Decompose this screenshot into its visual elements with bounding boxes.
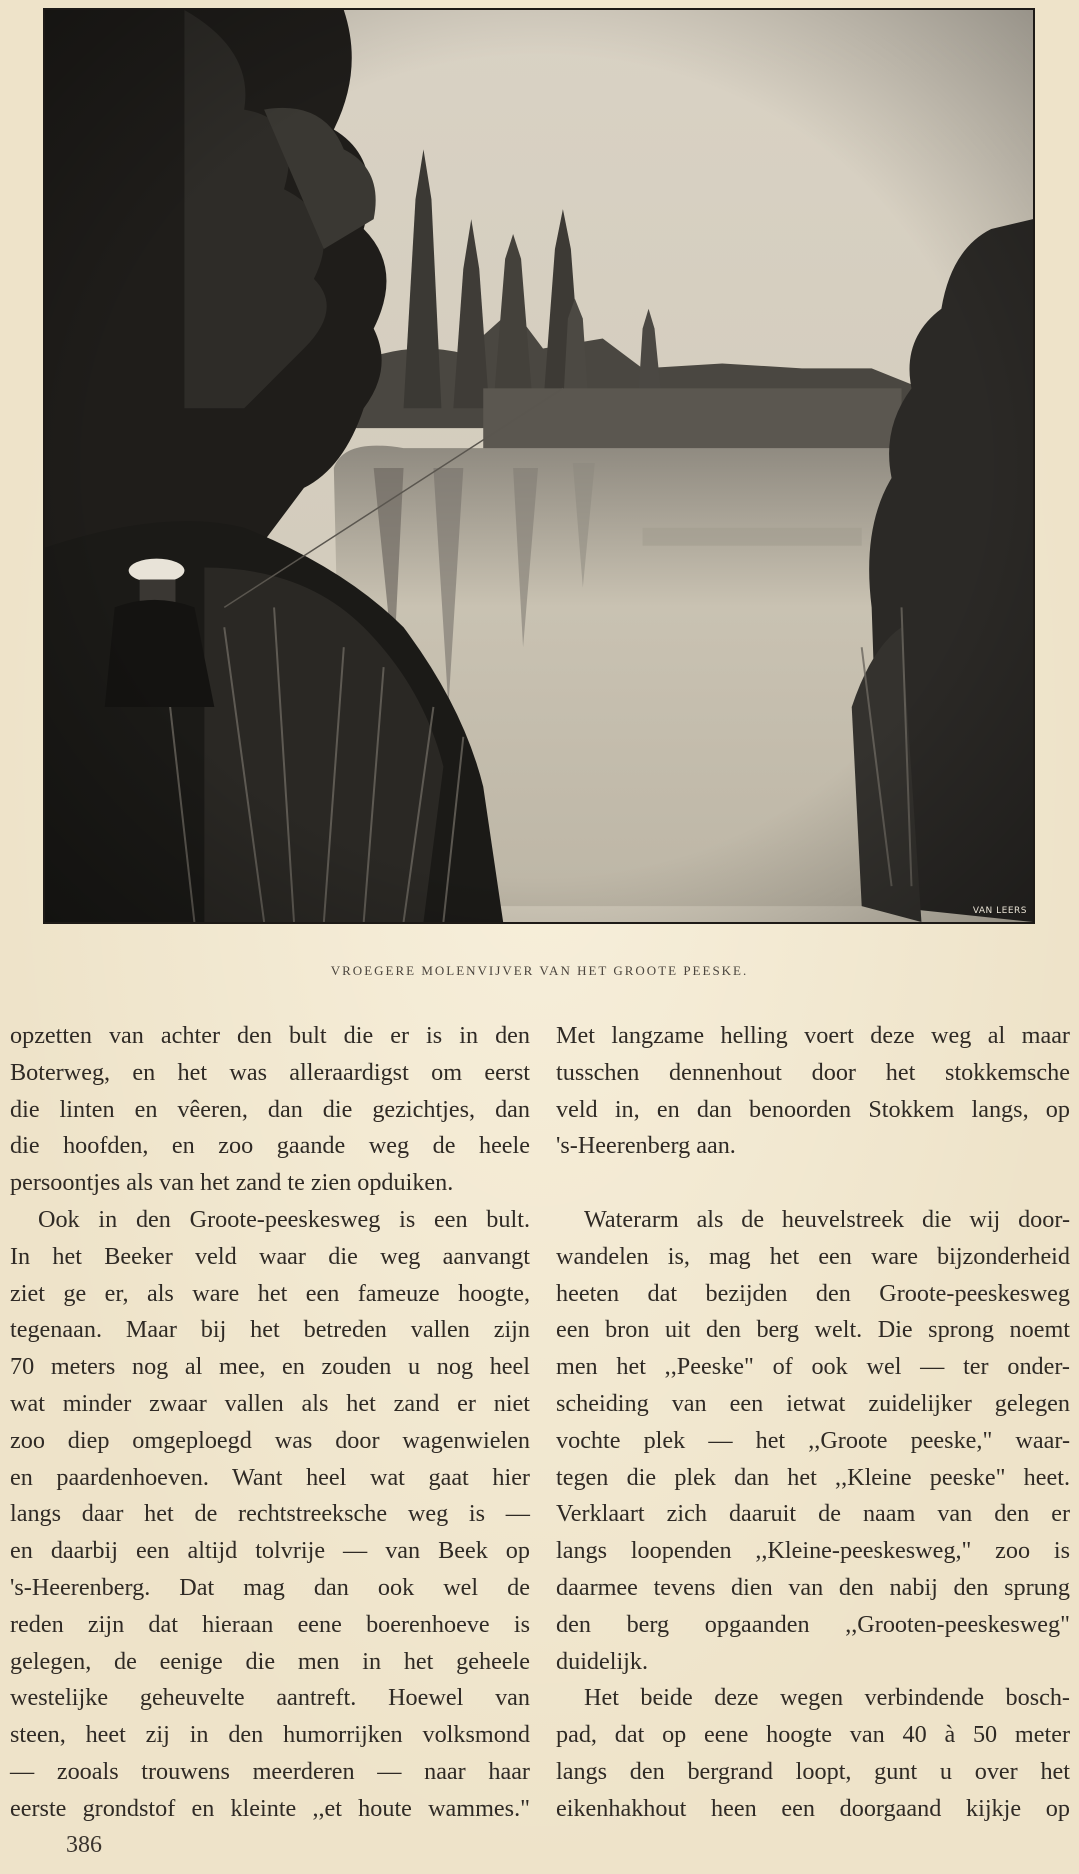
text-line: gelegen, de eenige die men in het geheele <box>10 1647 530 1675</box>
text-line: eerste grondstof en kleinte ,,et houte wammes." <box>10 1794 530 1822</box>
text-line: Boterweg, en het was alleraardigst om eerst <box>10 1058 530 1086</box>
right-text-column <box>556 1018 1070 1828</box>
text-line: Met langzame helling voert deze weg al maar <box>556 1022 1070 1049</box>
text-line: tusschen dennenhout door het stokkemsche <box>556 1058 1070 1086</box>
text-line: westelijke geheuvelte aantreft. Hoewel van <box>10 1684 530 1712</box>
text-line: langs daar het de rechtstreeksche weg is — <box>10 1500 530 1528</box>
text-line: persoontjes als van het zand te zien opduiken. <box>10 1169 454 1197</box>
text-line: reden zijn dat hieraan eene boerenhoeve is <box>10 1610 530 1638</box>
left-text-column <box>10 1018 530 1828</box>
text-line: en paardenhoeven. Want heel wat gaat hier <box>10 1463 530 1491</box>
text-line: opzetten van achter den bult die er is in den <box>10 1022 530 1049</box>
text-line: daarmee tevens dien van den nabij den sprung <box>556 1573 1070 1601</box>
text-line: scheiding van een ietwat zuidelijker gelegen <box>556 1389 1070 1417</box>
text-line: die linten en vêeren, dan die gezichtjes, dan <box>10 1095 530 1123</box>
text-line: ziet ge er, als ware het een fameuze hoogte, <box>10 1279 530 1307</box>
text-line: 's-Heerenberg aan. <box>556 1132 736 1160</box>
photo-caption: VROEGERE MOLENVIJVER VAN HET GROOTE PEESKE. <box>330 963 749 978</box>
text-line: duidelijk. <box>556 1647 649 1675</box>
text-line: pad, dat op eene hoogte van 40 à 50 meter <box>556 1721 1070 1749</box>
photographer-signature: VAN LEERS <box>972 906 1027 916</box>
text-line: eikenhakhout heen een doorgaand kijkje op <box>556 1794 1070 1822</box>
text-line: 's-Heerenberg. Dat mag dan ook wel de <box>10 1573 530 1601</box>
text-line: langs den bergrand loopt, gunt u over het <box>556 1757 1070 1785</box>
text-line: veld in, en dan benoorden Stokkem langs, op <box>556 1095 1070 1123</box>
text-line: Ook in den Groote-peeskesweg is een bult. <box>38 1205 530 1233</box>
text-line: een bron uit den berg welt. Die sprong noemt <box>556 1316 1070 1344</box>
text-line: Waterarm als de heuvelstreek die wij door- <box>584 1205 1070 1233</box>
text-line: Verklaart zich daaruit de naam van den er <box>556 1500 1070 1528</box>
text-line: zoo diep omgeploegd was door wagenwielen <box>10 1426 530 1454</box>
text-line: In het Beeker veld waar die weg aanvangt <box>10 1242 530 1270</box>
text-line: wat minder zwaar vallen als het zand er niet <box>10 1389 530 1417</box>
text-line: steen, heet zij in den humorrijken volksmond <box>10 1721 530 1749</box>
page-number: 386 <box>66 1832 102 1858</box>
text-line: tegenaan. Maar bij het betreden vallen zijn <box>10 1316 530 1344</box>
pond-photograph <box>45 10 1033 922</box>
text-line: den berg opgaanden ,,Grooten-peeskesweg" <box>556 1610 1070 1638</box>
text-line: — zooals trouwens meerderen — naar haar <box>10 1757 530 1785</box>
paragraph-gap <box>556 1165 1070 1202</box>
text-line: die hoofden, en zoo gaande weg de heele <box>10 1132 530 1160</box>
text-line: men het ,,Peeske" of ook wel — ter onder- <box>556 1353 1070 1381</box>
text-line: en daarbij een altijd tolvrije — van Beek op <box>10 1537 530 1565</box>
text-line: langs loopenden ,,Kleine-peeskesweg," zoo is <box>556 1537 1070 1565</box>
text-line: 70 meters nog al mee, en zouden u nog heel <box>10 1353 530 1381</box>
text-line: heeten dat bezijden den Groote-peeskesweg <box>556 1279 1070 1307</box>
text-line: tegen die plek dan het ,,Kleine peeske" heet. <box>556 1463 1070 1491</box>
text-line: vochte plek — het ,,Groote peeske," waar- <box>556 1426 1070 1454</box>
text-line: Het beide deze wegen verbindende bosch- <box>584 1684 1070 1712</box>
text-line: wandelen is, mag het een ware bijzonderheid <box>556 1242 1070 1270</box>
photo-plate <box>43 8 1035 924</box>
